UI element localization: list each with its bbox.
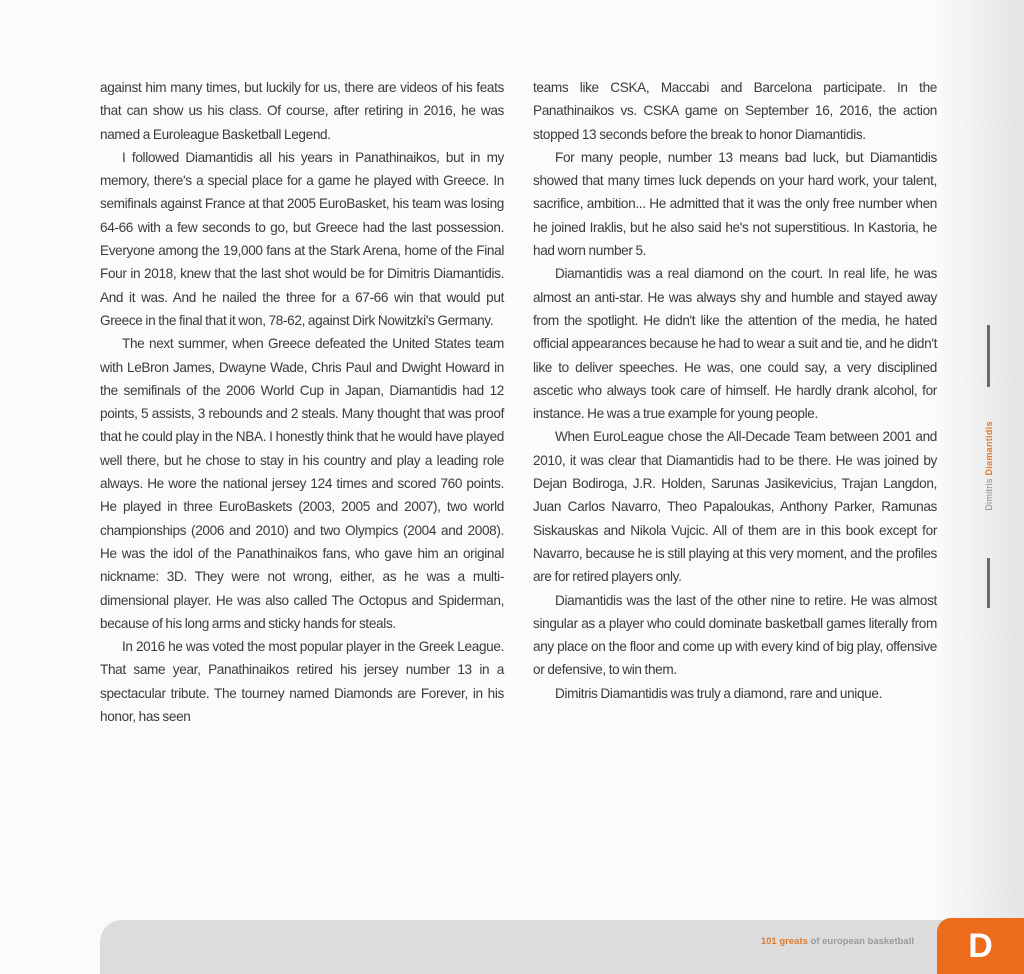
side-rule-bottom xyxy=(987,558,990,608)
side-label xyxy=(984,421,994,511)
paragraph: I followed Diamantidis all his years in Panathinaikos, but in my memory, there's a special place for a game he played with Greece. In semifinals against France at that 2005 EuroBasket, his team was losing 64-66 with a few seconds to go, but Greece had the last possession. Everyone among the 19,000 fans at the Stark Arena, home of the Final Four in 2018, knew that the last shot would be for Dimitris Diamantidis. And it was. And he nailed the three for a 67-66 win that would put Greece in the final that it won, 78-62, against Dirk Nowitzki's Germany. xyxy=(100,149,504,328)
chapter-letter-tab: D xyxy=(937,918,1024,974)
footer-band xyxy=(100,920,1024,974)
footer-title-accent: 101 greats xyxy=(760,936,808,947)
paragraph: Dimitris Diamantidis was truly a diamond, rare and unique. xyxy=(555,685,883,701)
side-rule-top xyxy=(987,325,990,387)
footer-title xyxy=(761,936,914,947)
text-column-right xyxy=(533,76,937,705)
paragraph: Diamantidis was the last of the other nine to retire. He was almost singular as a player who could dominate basketball games literally from any place on the floor and come up with every kind of big play, offensive or defensive, to win them. xyxy=(533,592,937,678)
paragraph: teams like CSKA, Maccabi and Barcelona participate. In the Panathinaikos vs. CSKA game on September 16, 2016, the action stopped 13 seconds before the break to honor Diamantidis. xyxy=(533,80,937,142)
paragraph: against him many times, but luckily for us, there are videos of his feats that can show us his class. Of course, after retiring in 2016, he was named a Euroleague Basketball Legend. xyxy=(100,80,504,142)
text-column-left xyxy=(100,76,504,728)
side-label-last: Diamantidis xyxy=(984,421,994,476)
paragraph: In 2016 he was voted the most popular player in the Greek League. That same year, Panathinaikos retired his jersey number 13 in a spectacular tribute. The tourney named Diamonds are Forever, in his honor, has seen xyxy=(100,639,504,725)
paragraph: Diamantidis was a real diamond on the court. In real life, he was almost an anti-star. He was always shy and humble and stayed away from the spotlight. He didn't like the attention of the media, he hated official appearances because he had to wear a suit and tie, and he didn't like to deliver speeches. He was, one could say, a very disciplined ascetic who always took care of himself. He hardly drank alcohol, for instance. He was a true example for young people. xyxy=(533,266,937,422)
side-label-first: Dimitris xyxy=(984,478,994,511)
side-running-head xyxy=(970,325,1010,608)
paragraph: For many people, number 13 means bad luck, but Diamantidis showed that many times luck depends on your hard work, your talent, sacrifice, ambition... He admitted that it was the only free number when he joined Iraklis, but he also said he's not superstitious. In Kastoria, he had worn number 5. xyxy=(533,149,937,259)
paragraph: When EuroLeague chose the All-Decade Team between 2001 and 2010, it was clear that Diamantidis had to be there. He was joined by Dejan Bodiroga, J.R. Holden, Sarunas Jasikevicius, Trajan Langdon, Juan Carlos Navarro, Theo Papaloukas, Anthony Parker, Ramunas Siskauskas and Nikola Vujcic. All of them are in this book except for Navarro, because he is still playing at this very moment, and the profiles are for retired players only. xyxy=(533,429,937,585)
footer-title-rest: of european basketball xyxy=(807,936,914,947)
paragraph: The next summer, when Greece defeated the United States team with LeBron James, Dwayne Wade, Chris Paul and Dwight Howard in the semifinals of the 2006 World Cup in Japan, Diamantidis had 12 points, 5 assists, 3 rebounds and 2 steals. Many thought that was proof that he could play in the NBA. I honestly think that he would have played well there, but he chose to stay in his country and play a leading role always. He wore the national jersey 124 times and scored 760 points. He played in three EuroBaskets (2003, 2005 and 2007), two world championships (2006 and 2010) and two Olympics (2004 and 2008). He was the idol of the Panathinaikos fans, who gave him an original nickname: 3D. They were not wrong, either, as he was a multi-dimensional player. He was also called The Octopus and Spiderman, because of his long arms and sticky hands for steals. xyxy=(100,336,504,631)
